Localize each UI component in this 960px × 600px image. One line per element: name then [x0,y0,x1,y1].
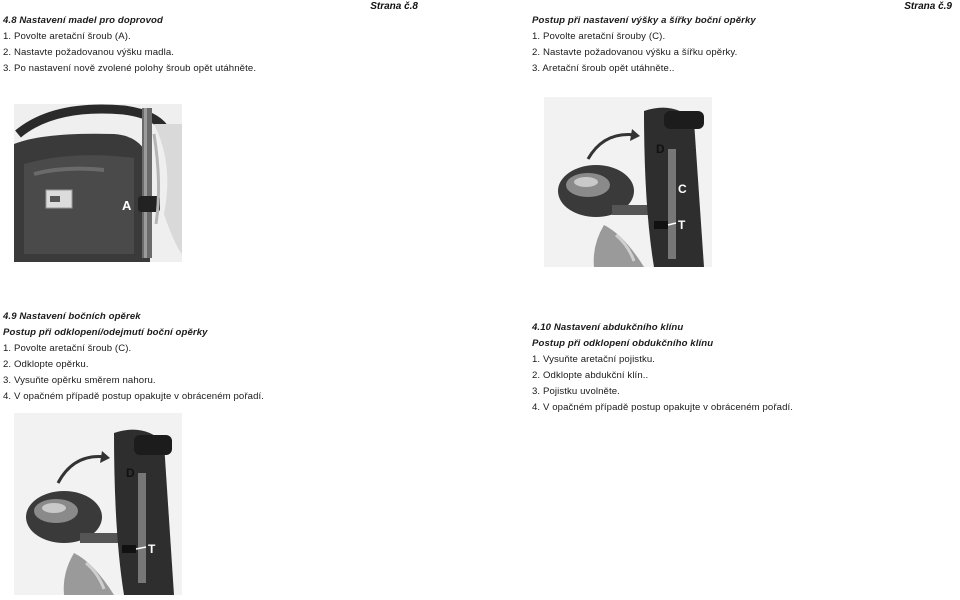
page-number: Strana č.9 [904,1,952,12]
section-height-width [532,13,756,77]
photo-handle-adjustment [14,104,182,262]
label-d: D [656,142,665,156]
section-abduction-wedge [532,320,793,416]
section-heading: 4.8 Nastavení madel pro doprovod [3,15,163,26]
right-page [480,0,960,600]
label-t: T [148,542,156,556]
label-a: A [122,198,132,213]
section-handles [3,13,256,77]
section-subheading: Postup při odklopení/odejmutí boční opěrky [3,327,208,338]
step-item: 4. V opačném případě postup opakujte v obráceném pořadí. [3,391,265,402]
step-item: 3. Aretační šroub opět utáhněte.. [532,63,675,74]
section-heading: 4.9 Nastavení bočních opěrek [3,311,141,322]
label-t: T [678,218,686,232]
step-item: 3. Po nastavení nově zvolené polohy šroub opět utáhněte. [3,63,257,74]
step-item: 1. Povolte aretační šroub (C). [3,343,132,354]
step-item: 2. Nastavte požadovanou výšku madla. [3,47,175,58]
section-side-supports [3,309,264,405]
step-item: 1. Vysuňte aretační pojistku. [532,354,656,365]
photo-side-support-adjust [544,97,712,267]
step-item: 2. Nastavte požadovanou výšku a šířku opěrky. [532,47,738,58]
step-item: 2. Odklopte abdukční klín.. [532,370,649,381]
section-subheading: Postup při odklopení obdukčního klínu [532,338,714,349]
page-number: Strana č.8 [370,1,418,12]
label-c: C [678,182,687,196]
photo-side-support [14,413,182,595]
section-heading: 4.10 Nastavení abdukčního klínu [532,322,684,333]
label-d: D [126,466,135,480]
step-item: 3. Vysuňte opěrku směrem nahoru. [3,375,156,386]
step-item: 3. Pojistku uvolněte. [532,386,620,397]
step-item: 1. Povolte aretační šroub (A). [3,31,131,42]
step-item: 4. V opačném případě postup opakujte v obráceném pořadí. [532,402,794,413]
section-subheading: Postup při nastavení výšky a šířky boční opěrky [532,15,756,26]
step-item: 1. Povolte aretační šrouby (C). [532,31,666,42]
step-item: 2. Odklopte opěrku. [3,359,89,370]
